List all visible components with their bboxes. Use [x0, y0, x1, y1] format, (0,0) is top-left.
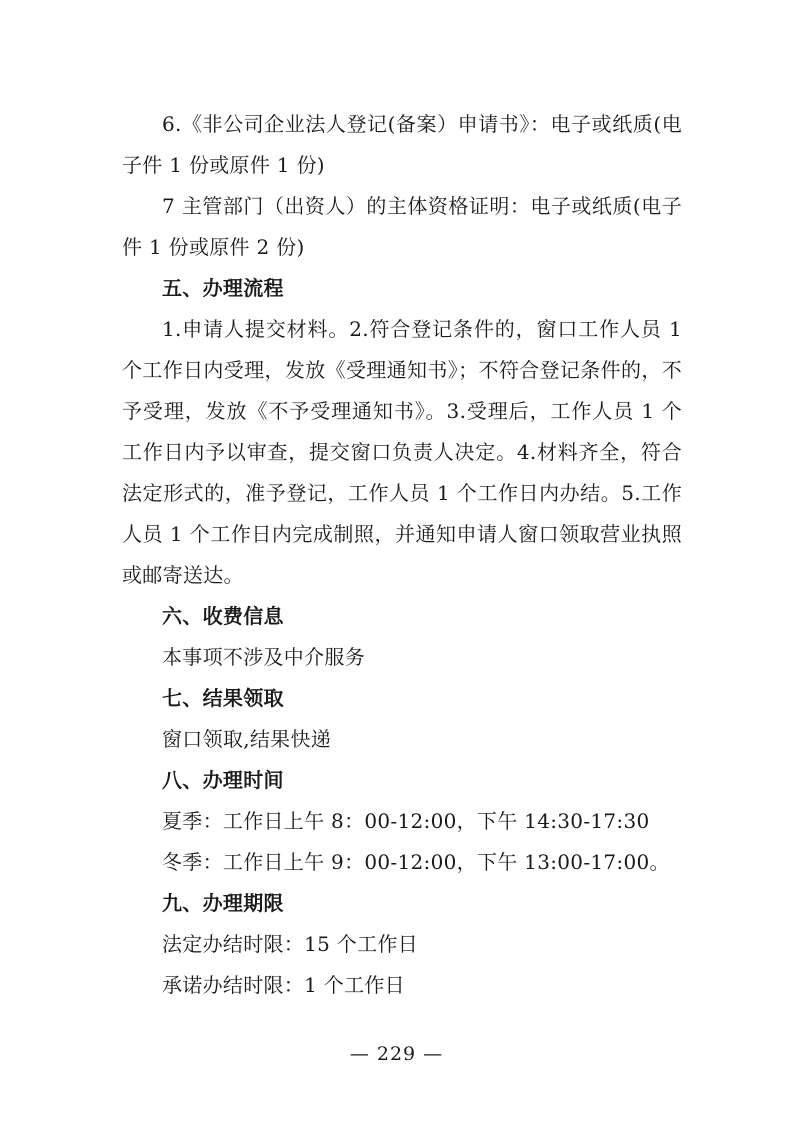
- paragraph-winter-hours: 冬季：工作日上午 9：00-12:00，下午 13:00-17:00。: [162, 850, 670, 874]
- heading-fee: 六、收费信息: [162, 604, 284, 628]
- paragraph-legal-limit: 法定办结时限：15 个工作日: [162, 932, 419, 956]
- heading-time-limit: 九、办理期限: [162, 891, 284, 915]
- paragraph-process: 1.申请人提交材料。2.符合登记条件的，窗口工作人员 1 个工作日内受理，发放《受理通知书》；不符合登记条件的，不予受理，发放《不予受理通知书》。3.受理后，工作人员 1 个工作日内予以审查，提交窗口负责人决定。4.材料齐全，符合法定形式的，准予登记，工作人员 1 个工作日内办结。5.工作人员 1 个工作日内完成制照，并通知申请人窗口领取营业执照或邮寄送达。: [122, 317, 682, 587]
- heading-process: 五、办理流程: [162, 276, 284, 300]
- paragraph-summer-hours: 夏季：工作日上午 8：00-12:00，下午 14:30-17:30: [162, 809, 650, 833]
- paragraph-fee: 本事项不涉及中介服务: [162, 645, 365, 669]
- document-body: [122, 104, 682, 1006]
- heading-hours: 八、办理时间: [162, 768, 284, 792]
- paragraph-result: 窗口领取,结果快递: [162, 727, 332, 751]
- paragraph-promised-limit: 承诺办结时限：1 个工作日: [162, 973, 405, 997]
- heading-result: 七、结果领取: [162, 686, 284, 710]
- page-number: — 229 —: [349, 1043, 444, 1065]
- paragraph-item-6: 6.《非公司企业法人登记(备案）申请书》：电子或纸质(电子件 1 份或原件 1 份): [122, 112, 682, 177]
- paragraph-item-7: 7 主管部门（出资人）的主体资格证明：电子或纸质(电子件 1 份或原件 2 份): [122, 194, 682, 259]
